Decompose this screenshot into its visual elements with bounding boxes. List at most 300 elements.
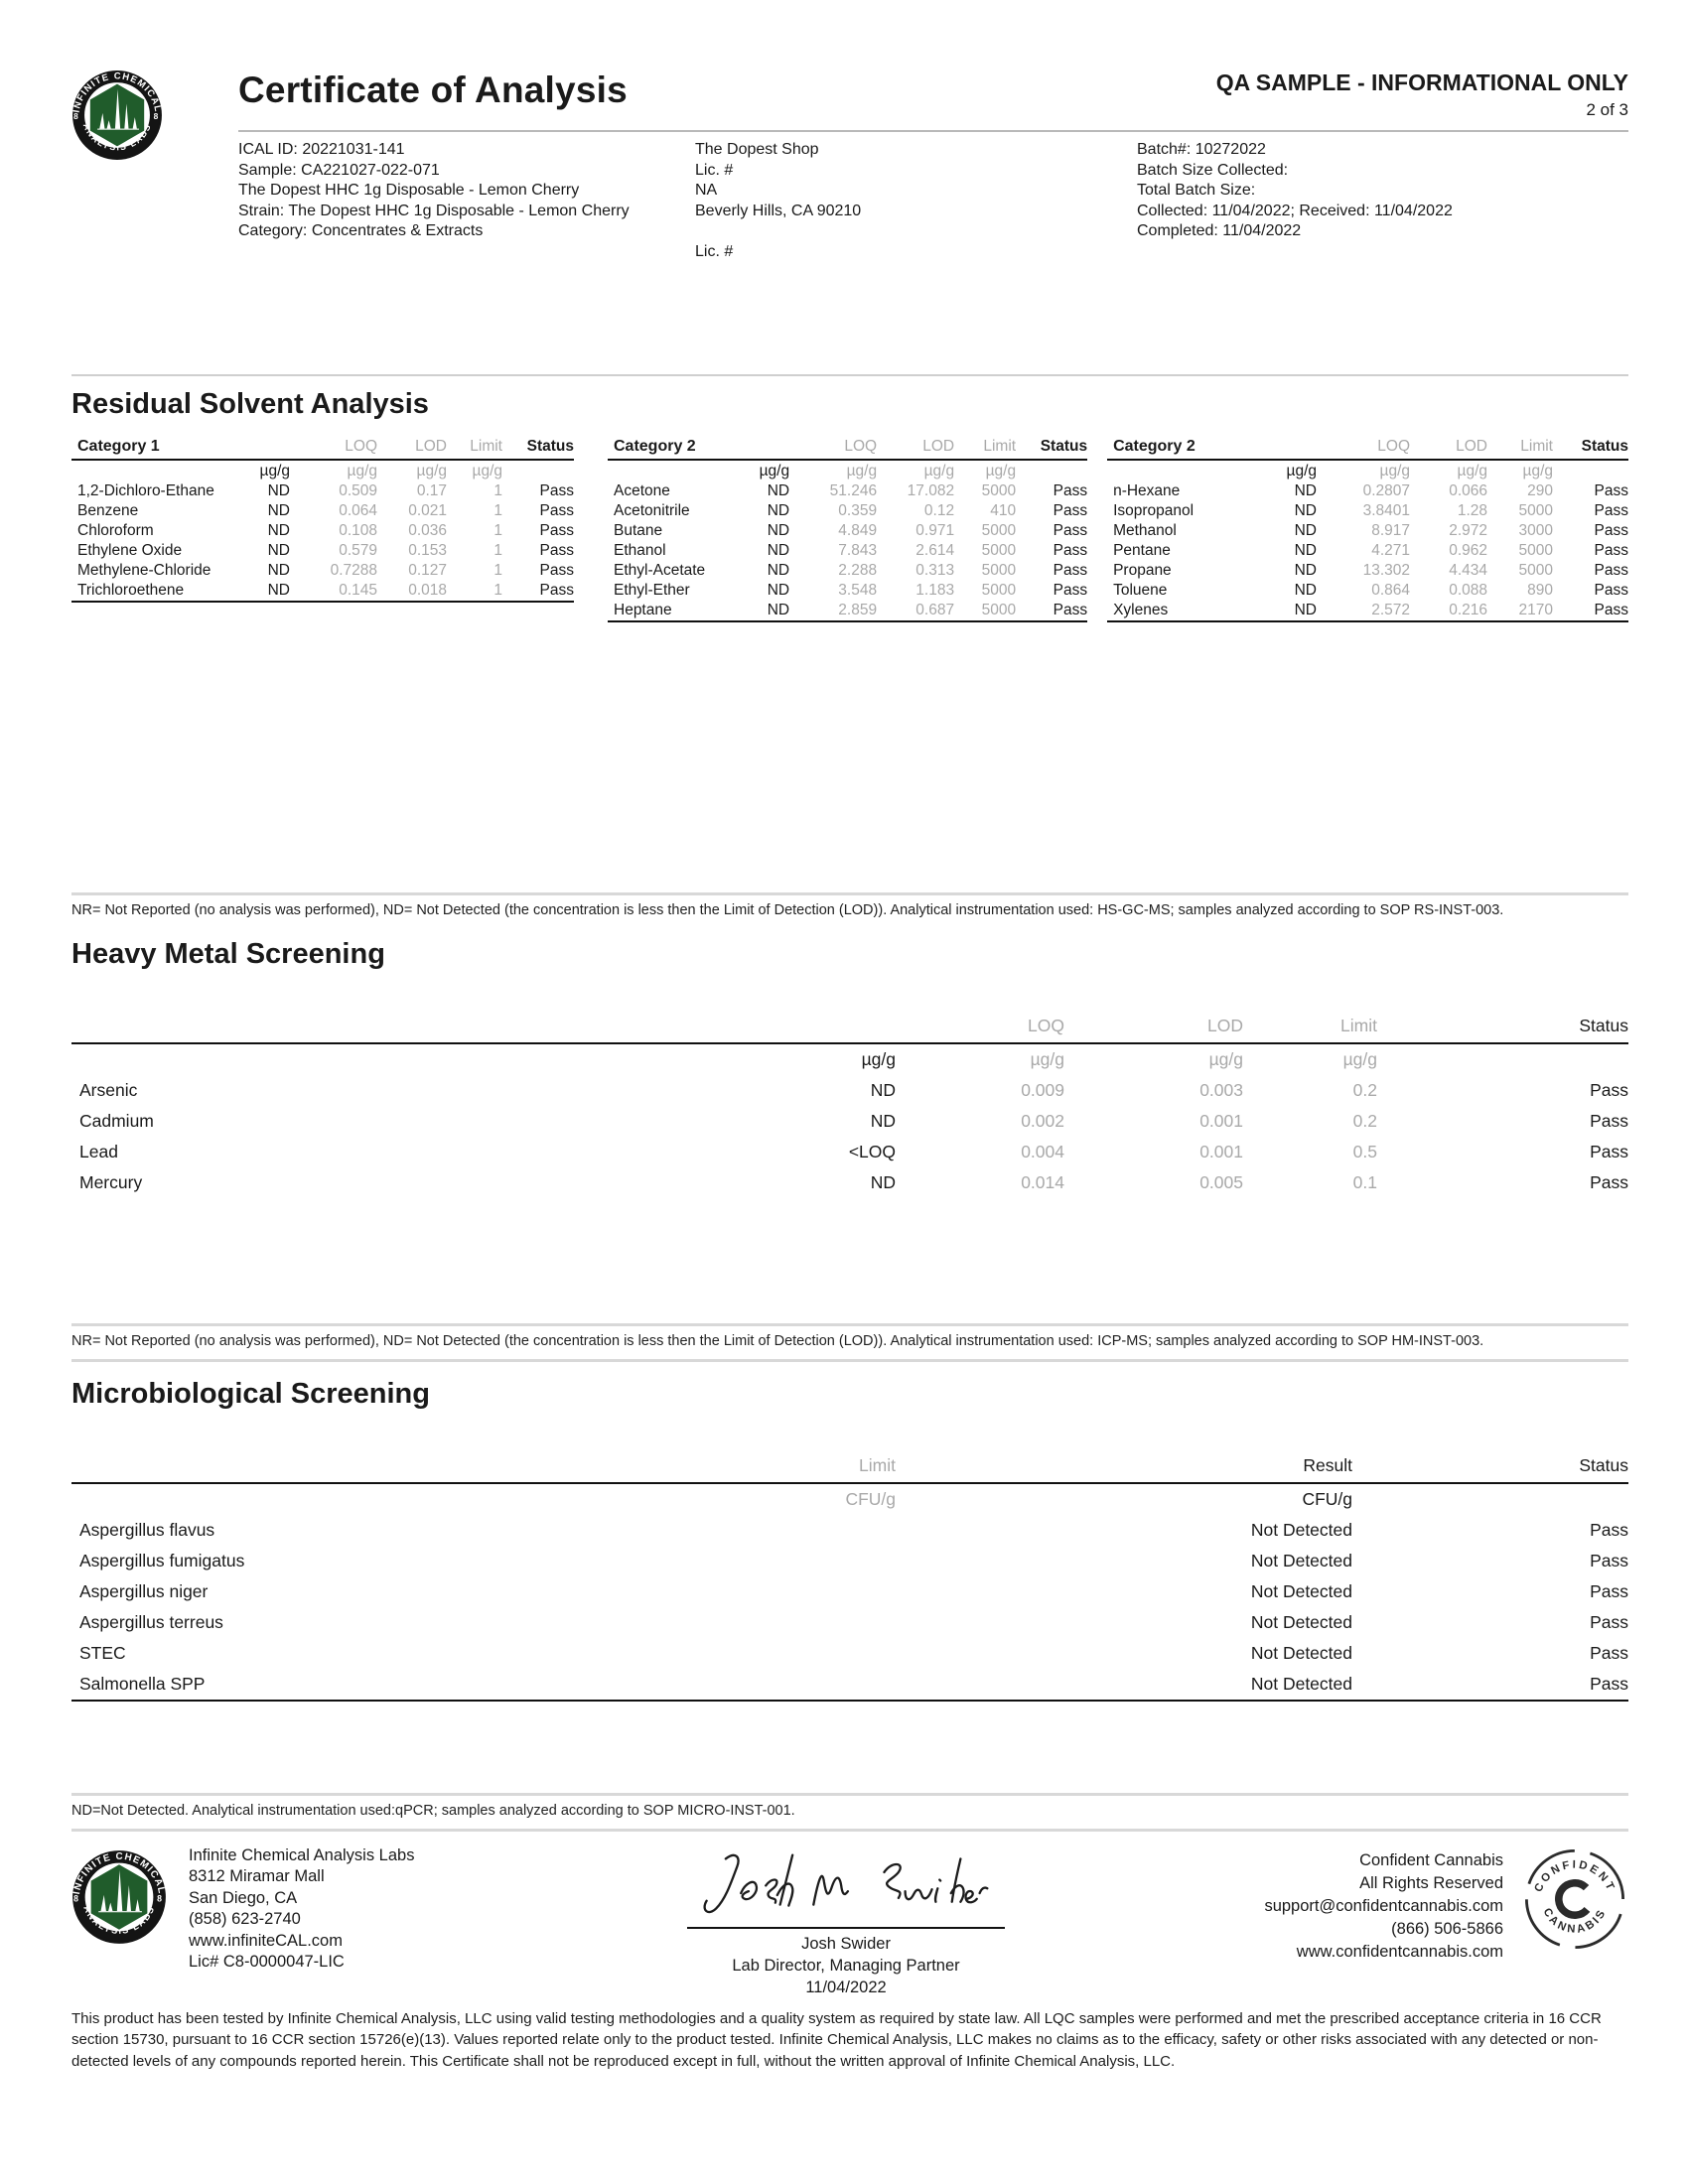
result-value: ND	[767, 561, 790, 579]
signature-image	[697, 1845, 995, 1920]
table-row	[71, 1106, 1628, 1137]
analyte-name: Ethyl-Acetate	[614, 561, 706, 579]
table-row	[71, 581, 574, 602]
result-value: ND	[767, 481, 790, 499]
table-row	[71, 1638, 1628, 1669]
loq-value: 0.002	[1021, 1110, 1064, 1131]
analyte-name: Isopropanol	[1113, 501, 1195, 519]
value-unit: µg/g	[1286, 462, 1317, 479]
limit-value: 5000	[981, 481, 1017, 499]
result-value: <LOQ	[848, 1141, 896, 1161]
loq-unit: µg/g	[1379, 462, 1410, 479]
client-na: NA	[695, 182, 718, 199]
status-value: Pass	[1590, 1550, 1628, 1570]
lod-header: LOD	[877, 437, 954, 460]
batch-number: Batch#: 10272022	[1137, 141, 1266, 158]
document-footer	[71, 1845, 1628, 1998]
analyte-name: Benzene	[77, 501, 139, 519]
lod-value: 0.018	[408, 581, 447, 599]
client-name: The Dopest Shop	[695, 141, 819, 158]
analyte-name: 1,2-Dichloro-Ethane	[77, 481, 214, 499]
lod-unit: µg/g	[923, 462, 955, 479]
header-rule	[238, 130, 1628, 132]
loq-unit: µg/g	[1030, 1048, 1064, 1069]
loq-value: 2.288	[838, 561, 878, 579]
limit-unit: µg/g	[1342, 1048, 1377, 1069]
heavy-metals-footnote: NR= Not Reported (no analysis was performed), ND= Not Detected (the concentration is less then the Limit of Detection (LOD)). Analytical instrumentation used: ICP-MS; samples analyzed according to SOP HM-INST-003.	[71, 1323, 1628, 1362]
table-row	[71, 541, 574, 561]
limit-header: Limit	[954, 437, 1016, 460]
analyte-name: Ethanol	[614, 541, 666, 559]
client-address: Beverly Hills, CA 90210	[695, 202, 862, 219]
result-value: Not Detected	[1250, 1550, 1352, 1570]
analyte-name: STEC	[79, 1642, 126, 1663]
limit-value	[628, 1669, 896, 1701]
status-value: Pass	[1053, 561, 1088, 579]
limit-value: 2170	[1518, 601, 1553, 618]
lab-address-2: San Diego, CA	[189, 1888, 298, 1907]
limit-value: 1	[493, 541, 502, 559]
loq-value: 0.509	[339, 481, 377, 499]
limit-value	[628, 1546, 896, 1576]
status-header: Status	[1016, 437, 1087, 460]
loq-value: 51.246	[829, 481, 878, 499]
loq-value: 3.8401	[1362, 501, 1410, 519]
lab-phone: (858) 623-2740	[189, 1910, 301, 1928]
status-value: Pass	[1053, 601, 1088, 618]
confident-cannabis-logo	[1521, 1845, 1628, 1953]
limit-value: 290	[1527, 481, 1553, 499]
lod-header: LOD	[377, 437, 447, 460]
loq-unit: µg/g	[347, 462, 377, 479]
header-main	[238, 69, 1628, 263]
result-unit: CFU/g	[1302, 1488, 1352, 1509]
lod-value: 1.183	[915, 581, 955, 599]
result-value: Not Detected	[1250, 1642, 1352, 1663]
table-row	[71, 501, 574, 521]
product-name: The Dopest HHC 1g Disposable - Lemon Cherry	[238, 182, 580, 199]
value-unit: µg/g	[759, 462, 790, 479]
lod-value: 0.153	[408, 541, 447, 559]
limit-value: 5000	[981, 581, 1017, 599]
status-value: Pass	[1590, 1642, 1628, 1663]
client-info-column	[695, 140, 1137, 263]
loq-value: 0.004	[1021, 1141, 1064, 1161]
loq-value: 2.859	[838, 601, 878, 618]
analyte-name: Trichloroethene	[77, 581, 185, 599]
status-value: Pass	[1053, 481, 1088, 499]
lab-address-1: 8312 Miramar Mall	[189, 1867, 325, 1885]
cc-rights: All Rights Reserved	[1359, 1873, 1503, 1892]
ical-lab-logo-footer	[71, 1849, 167, 1945]
result-value: ND	[267, 521, 290, 539]
loq-value: 4.849	[838, 521, 878, 539]
limit-header: Limit	[447, 437, 502, 460]
section-divider	[71, 374, 1628, 376]
analyte-name: Cadmium	[79, 1110, 154, 1131]
page-number: 2 of 3	[1586, 100, 1628, 119]
lod-value: 0.021	[408, 501, 447, 519]
table-row	[71, 1607, 1628, 1638]
status-value: Pass	[1590, 1580, 1628, 1601]
analyte-name: Pentane	[1113, 541, 1171, 559]
signature-line	[687, 1927, 1005, 1929]
result-value: ND	[1294, 481, 1317, 499]
lod-unit: µg/g	[416, 462, 447, 479]
limit-value: 5000	[981, 601, 1017, 618]
lod-value: 0.001	[1199, 1141, 1243, 1161]
status-value: Pass	[1594, 541, 1628, 559]
result-value: Not Detected	[1250, 1519, 1352, 1540]
table-row	[71, 1137, 1628, 1167]
limit-value	[628, 1638, 896, 1669]
qa-sample-label: QA SAMPLE - INFORMATIONAL ONLY	[1215, 69, 1628, 95]
limit-unit: µg/g	[472, 462, 502, 479]
limit-value: 1	[493, 581, 502, 599]
status-header: Status	[1377, 1011, 1628, 1043]
lab-name: Infinite Chemical Analysis Labs	[189, 1845, 415, 1864]
status-value: Pass	[1053, 581, 1088, 599]
completed-date: Completed: 11/04/2022	[1137, 222, 1302, 239]
table-row	[1107, 521, 1628, 541]
analyte-name: Lead	[79, 1141, 118, 1161]
status-value: Pass	[1053, 541, 1088, 559]
loq-header: LOQ	[896, 1011, 1064, 1043]
section-title-microbiological: Microbiological Screening	[71, 1377, 430, 1410]
status-value: Pass	[1590, 1171, 1628, 1192]
limit-header: Limit	[1487, 437, 1553, 460]
status-value: Pass	[1590, 1611, 1628, 1632]
analyte-name: Aspergillus terreus	[79, 1611, 223, 1632]
client-license: Lic. #	[695, 161, 734, 179]
microbiological-footnote: ND=Not Detected. Analytical instrumentation used:qPCR; samples analyzed according to SOP MICRO-INST-001.	[71, 1793, 1628, 1832]
result-value: Not Detected	[1250, 1611, 1352, 1632]
analyte-name: Ethyl-Ether	[614, 581, 690, 599]
status-value: Pass	[1053, 521, 1088, 539]
lod-value: 0.971	[915, 521, 955, 539]
lod-value: 0.036	[408, 521, 447, 539]
analyte-name: Toluene	[1113, 581, 1168, 599]
status-value: Pass	[1053, 501, 1088, 519]
svg-text:CANNABIS: CANNABIS	[1540, 1905, 1610, 1936]
analyte-name: Aspergillus niger	[79, 1580, 209, 1601]
lod-value: 0.962	[1449, 541, 1487, 559]
status-value: Pass	[539, 501, 574, 519]
result-value: ND	[267, 561, 290, 579]
lod-value: 0.001	[1199, 1110, 1243, 1131]
lod-value: 0.17	[416, 481, 447, 499]
cc-website: www.confidentcannabis.com	[1296, 1942, 1503, 1961]
status-value: Pass	[1594, 481, 1628, 499]
status-value: Pass	[1590, 1673, 1628, 1694]
status-header: Status	[1352, 1450, 1628, 1483]
lod-value: 0.005	[1199, 1171, 1243, 1192]
result-value: Not Detected	[1250, 1580, 1352, 1601]
sample-id: Sample: CA221027-022-071	[238, 161, 440, 179]
lod-value: 0.12	[923, 501, 955, 519]
result-value: ND	[870, 1171, 896, 1192]
analyte-name: Acetone	[614, 481, 670, 499]
result-value: ND	[267, 501, 290, 519]
table-row	[608, 581, 1087, 601]
batch-size-collected: Batch Size Collected:	[1137, 161, 1289, 179]
analyte-name: Heptane	[614, 601, 672, 618]
lod-value: 2.614	[915, 541, 955, 559]
loq-value: 7.843	[838, 541, 878, 559]
limit-value: 5000	[1518, 561, 1553, 579]
cc-email: support@confidentcannabis.com	[1264, 1896, 1503, 1915]
collected-received-dates: Collected: 11/04/2022; Received: 11/04/2022	[1137, 202, 1453, 219]
loq-value: 0.064	[339, 501, 377, 519]
residual-solvents-footnote: NR= Not Reported (no analysis was performed), ND= Not Detected (the concentration is less then the Limit of Detection (LOD)). Analytical instrumentation used: HS-GC-MS; samples analyzed according to SOP RS-INST-003.	[71, 892, 1628, 920]
result-value: ND	[267, 541, 290, 559]
status-value: Pass	[1594, 581, 1628, 599]
analyte-name: Aspergillus fumigatus	[79, 1550, 245, 1570]
table-row	[608, 481, 1087, 501]
document-header	[71, 69, 1628, 263]
lod-value: 0.127	[408, 561, 447, 579]
confident-cannabis-info	[1176, 1845, 1503, 1964]
status-value: Pass	[539, 481, 574, 499]
limit-value: 0.5	[1352, 1141, 1377, 1161]
cc-phone: (866) 506-5866	[1391, 1919, 1503, 1938]
lod-value: 0.216	[1449, 601, 1487, 618]
result-value: ND	[267, 581, 290, 599]
ical-id: ICAL ID: 20221031-141	[238, 141, 405, 158]
analyte-name: Mercury	[79, 1171, 143, 1192]
section-title-heavy-metals: Heavy Metal Screening	[71, 937, 385, 970]
limit-value: 3000	[1518, 521, 1553, 539]
analyte-name: Ethylene Oxide	[77, 541, 183, 559]
lod-value: 2.972	[1449, 521, 1487, 539]
status-header: Status	[502, 437, 574, 460]
table-row	[608, 541, 1087, 561]
analyte-name: Xylenes	[1113, 601, 1169, 618]
result-value: ND	[1294, 521, 1317, 539]
category-1-label: Category 1	[71, 437, 290, 460]
result-value: ND	[1294, 541, 1317, 559]
limit-unit: µg/g	[985, 462, 1017, 479]
status-value: Pass	[1594, 521, 1628, 539]
table-row	[1107, 481, 1628, 501]
limit-header: Limit	[1243, 1011, 1377, 1043]
result-value: ND	[267, 481, 290, 499]
status-value: Pass	[1590, 1519, 1628, 1540]
loq-value: 0.009	[1021, 1079, 1064, 1100]
result-value: ND	[1294, 601, 1317, 618]
result-value: ND	[1294, 581, 1317, 599]
lod-unit: µg/g	[1457, 462, 1487, 479]
status-value: Pass	[1594, 561, 1628, 579]
loq-header: LOQ	[290, 437, 377, 460]
table-row	[608, 521, 1087, 541]
loq-unit: µg/g	[846, 462, 878, 479]
lod-value: 17.082	[907, 481, 955, 499]
table-row	[1107, 581, 1628, 601]
limit-value: 410	[990, 501, 1017, 519]
category-2-label: Category 2	[1107, 437, 1317, 460]
status-value: Pass	[539, 581, 574, 599]
lod-value: 4.434	[1449, 561, 1487, 579]
loq-value: 13.302	[1362, 561, 1410, 579]
lab-contact-info	[189, 1845, 516, 1974]
status-header: Status	[1553, 437, 1628, 460]
limit-value	[628, 1515, 896, 1546]
ical-lab-logo	[71, 69, 163, 161]
analyte-name: n-Hexane	[1113, 481, 1181, 499]
loq-header: LOQ	[1317, 437, 1410, 460]
limit-value	[628, 1576, 896, 1607]
table-row	[71, 1075, 1628, 1106]
loq-value: 2.572	[1371, 601, 1410, 618]
status-value: Pass	[539, 561, 574, 579]
analyte-name: Arsenic	[79, 1079, 138, 1100]
status-value: Pass	[1594, 601, 1628, 618]
qa-sample-block	[1216, 69, 1628, 120]
status-value: Pass	[539, 521, 574, 539]
limit-value: 890	[1527, 581, 1553, 599]
analyte-name: Methylene-Chloride	[77, 561, 211, 579]
lod-value: 1.28	[1457, 501, 1487, 519]
analyte-name: Methanol	[1113, 521, 1177, 539]
microbiological-table	[71, 1450, 1628, 1702]
legal-disclaimer: This product has been tested by Infinite Chemical Analysis, LLC using valid testing methodologies and a quality system as required by state law. All LQC samples were performed and met the prescribed acceptance criteria in 16 CCR section 15730, pursuant to 16 CCR section 15726(e)(13). Values reported relate only to the product tested. Infinite Chemical Analysis, LLC makes no claims as to the efficacy, safety or other risks associated with any detected or non-detected levels of any compounds reported herein. This Certificate shall not be reproduced except in full, without the written approval of Infinite Chemical Analysis, LLC.	[71, 2009, 1602, 2070]
sample-category: Category: Concentrates & Extracts	[238, 222, 484, 239]
result-header: Result	[896, 1450, 1352, 1483]
result-value: ND	[870, 1079, 896, 1100]
batch-info-column	[1137, 140, 1628, 263]
limit-value: 0.1	[1352, 1171, 1377, 1192]
heavy-metal-table	[71, 1011, 1628, 1198]
status-value: Pass	[1590, 1110, 1628, 1131]
loq-value: 0.014	[1021, 1171, 1064, 1192]
limit-value: 5000	[981, 561, 1017, 579]
signature-date: 11/04/2022	[805, 1978, 887, 1996]
lod-unit: µg/g	[1208, 1048, 1243, 1069]
cc-name: Confident Cannabis	[1359, 1850, 1503, 1869]
loq-value: 0.579	[339, 541, 377, 559]
limit-value: 5000	[1518, 501, 1553, 519]
result-value: ND	[767, 501, 790, 519]
limit-value: 0.2	[1352, 1079, 1377, 1100]
value-unit: µg/g	[861, 1048, 896, 1069]
limit-unit: CFU/g	[845, 1488, 896, 1509]
result-value: ND	[767, 581, 790, 599]
limit-value: 0.2	[1352, 1110, 1377, 1131]
sample-info-column	[238, 140, 695, 263]
result-value: ND	[767, 521, 790, 539]
analyte-name: Chloroform	[77, 521, 154, 539]
limit-unit: µg/g	[1522, 462, 1553, 479]
client-license-2: Lic. #	[695, 243, 734, 260]
residual-solvent-table-category-2b	[1107, 437, 1628, 622]
value-unit: µg/g	[259, 462, 290, 479]
limit-value: 1	[493, 501, 502, 519]
table-row	[71, 1576, 1628, 1607]
page-title: Certificate of Analysis	[238, 69, 628, 110]
status-value: Pass	[539, 541, 574, 559]
table-row	[71, 561, 574, 581]
limit-header: Limit	[628, 1450, 896, 1483]
section-title-residual-solvents: Residual Solvent Analysis	[71, 387, 429, 420]
analyte-name: Salmonella SPP	[79, 1673, 206, 1694]
analyte-name: Propane	[1113, 561, 1172, 579]
table-row	[1107, 561, 1628, 581]
loq-value: 0.108	[339, 521, 377, 539]
signer-title: Lab Director, Managing Partner	[732, 1956, 960, 1975]
table-row	[71, 1669, 1628, 1701]
loq-header: LOQ	[789, 437, 877, 460]
loq-value: 0.7288	[330, 561, 377, 579]
result-value: ND	[870, 1110, 896, 1131]
limit-value: 5000	[1518, 541, 1553, 559]
table-row	[1107, 501, 1628, 521]
result-value: ND	[1294, 561, 1317, 579]
status-value: Pass	[1590, 1141, 1628, 1161]
table-row	[71, 481, 574, 501]
analyte-name: Butane	[614, 521, 663, 539]
table-row	[71, 521, 574, 541]
result-value: ND	[767, 541, 790, 559]
lod-header: LOD	[1410, 437, 1487, 460]
loq-value: 0.2807	[1362, 481, 1410, 499]
loq-value: 0.145	[339, 581, 377, 599]
table-row	[1107, 541, 1628, 561]
table-row	[71, 1515, 1628, 1546]
table-row	[71, 1167, 1628, 1198]
result-value: Not Detected	[1250, 1673, 1352, 1694]
table-row	[608, 561, 1087, 581]
svg-text:CONFIDENT: CONFIDENT	[1532, 1858, 1618, 1894]
table-row	[608, 601, 1087, 621]
status-value: Pass	[1594, 501, 1628, 519]
table-row	[1107, 601, 1628, 621]
signer-name: Josh Swider	[801, 1934, 891, 1953]
residual-solvent-table-category-2a	[608, 437, 1087, 622]
lod-header: LOD	[1064, 1011, 1243, 1043]
lod-value: 0.003	[1199, 1079, 1243, 1100]
limit-value	[628, 1607, 896, 1638]
category-2-label: Category 2	[608, 437, 789, 460]
signature-block	[516, 1845, 1176, 1998]
lod-value: 0.313	[915, 561, 955, 579]
table-row	[608, 501, 1087, 521]
loq-value: 4.271	[1371, 541, 1410, 559]
loq-value: 3.548	[838, 581, 878, 599]
residual-solvent-tables	[71, 437, 1628, 622]
loq-value: 0.359	[838, 501, 878, 519]
limit-value: 5000	[981, 541, 1017, 559]
lod-value: 0.687	[915, 601, 955, 618]
analyte-name: Aspergillus flavus	[79, 1519, 215, 1540]
table-row	[71, 1546, 1628, 1576]
result-value: ND	[767, 601, 790, 618]
lab-website: www.infiniteCAL.com	[189, 1931, 343, 1950]
total-batch-size: Total Batch Size:	[1137, 182, 1256, 199]
loq-value: 0.864	[1371, 581, 1410, 599]
limit-value: 1	[493, 481, 502, 499]
lod-value: 0.088	[1449, 581, 1487, 599]
lod-value: 0.066	[1449, 481, 1487, 499]
lab-license: Lic# C8-0000047-LIC	[189, 1953, 345, 1971]
analyte-name: Acetonitrile	[614, 501, 690, 519]
status-value: Pass	[1590, 1079, 1628, 1100]
loq-value: 8.917	[1371, 521, 1410, 539]
limit-value: 1	[493, 521, 502, 539]
strain-name: Strain: The Dopest HHC 1g Disposable - Lemon Cherry	[238, 202, 630, 219]
result-value: ND	[1294, 501, 1317, 519]
limit-value: 5000	[981, 521, 1017, 539]
